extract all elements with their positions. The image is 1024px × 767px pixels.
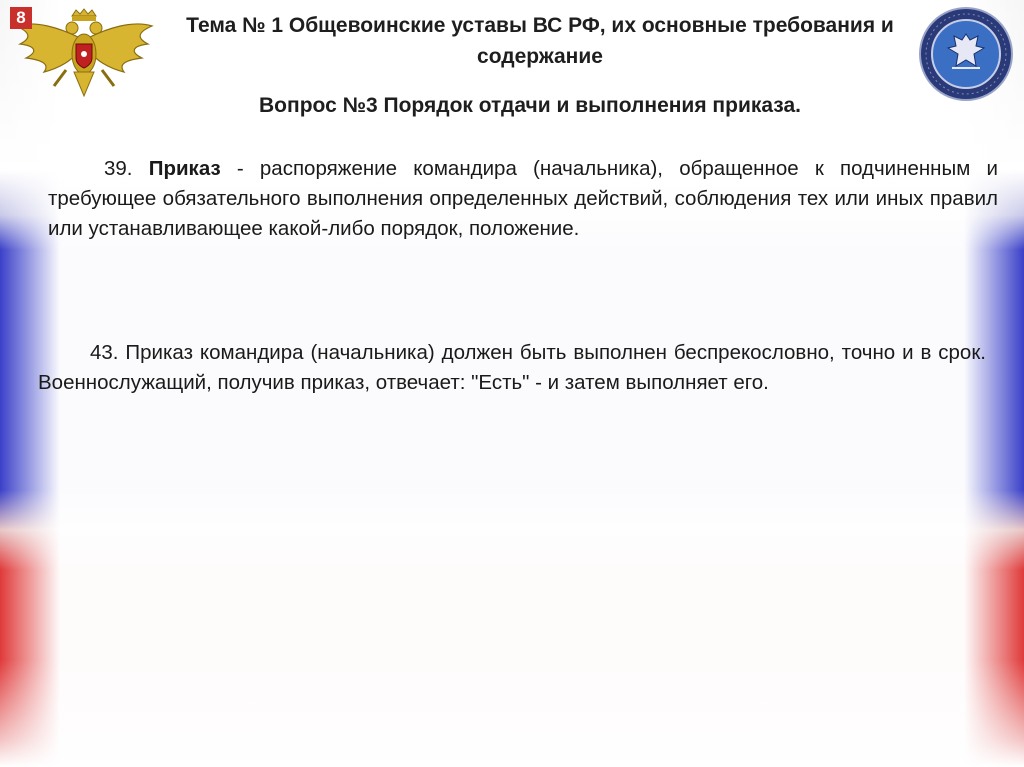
paragraph-43: 43. Приказ командира (начальника) должен быть выполнен беспрекословно, точно и в срок. Военнослужащий, получив приказ, отвечает: "Есть" - и затем выполняет его.	[38, 341, 986, 394]
question-heading: Вопрос №3 Порядок отдачи и выполнения приказа.	[259, 94, 801, 117]
slide-title: Тема № 1 Общевоинские уставы ВС РФ, их основные требования и содержание	[186, 14, 894, 68]
academy-seal-icon	[918, 6, 1014, 102]
paragraph-39	[48, 154, 998, 244]
page-number-badge: 8	[10, 7, 32, 29]
paragraph-39-text: - распоряжение командира (начальника), обращенное к подчиненным и требующее обязательного выполнения определенных действий, соблюдения тех или иных правил или устанавливающее какой-либо порядок, положение.	[48, 157, 998, 240]
paragraph-39-term: Приказ	[148, 157, 221, 180]
paragraph-39-number: 39.	[104, 157, 133, 180]
